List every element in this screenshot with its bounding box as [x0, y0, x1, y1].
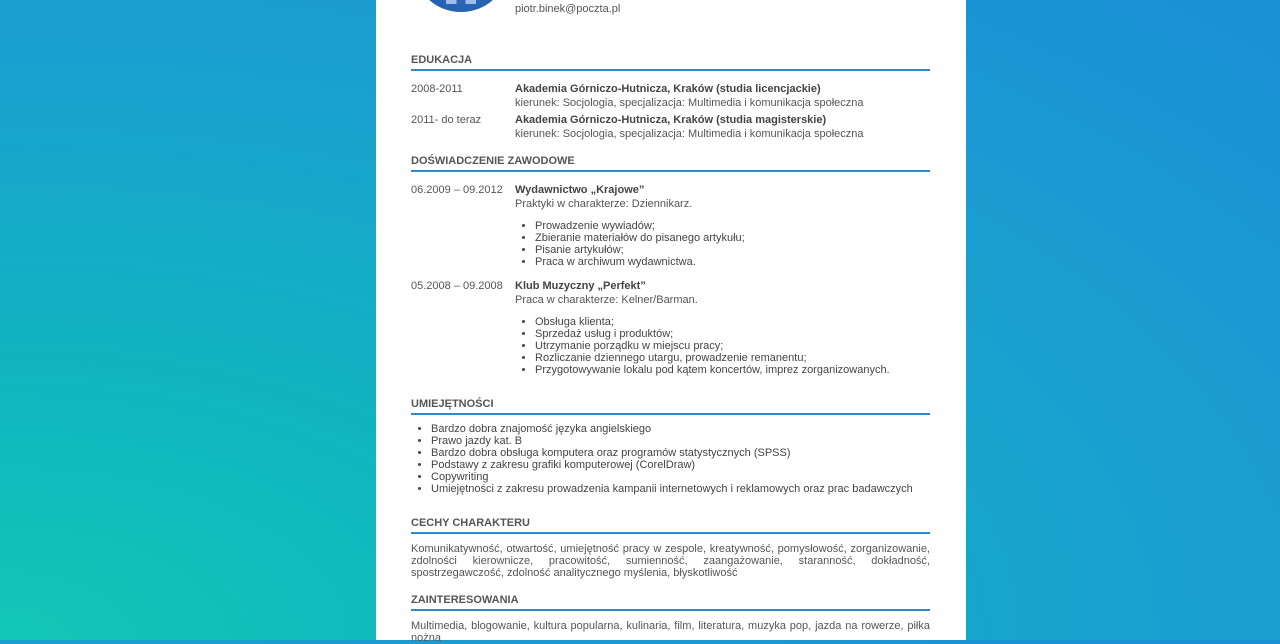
education-date: 2011- do teraz: [411, 114, 482, 126]
experience-date: 05.2008 – 09.2008: [411, 280, 503, 292]
experience-role: Praca w charakterze: Kelner/Barman.: [515, 294, 698, 306]
list-item: • Obsługa klienta;: [535, 316, 930, 328]
list-item: • Bardzo dobra obsługa komputera oraz programów statystycznych (SPSS): [431, 447, 930, 459]
skills-list-wrap: [411, 423, 930, 495]
education-school: Akademia Górniczo-Hutnicza, Kraków (studia licencjackie): [515, 83, 821, 95]
list-item: • Utrzymanie porządku w miejscu pracy;: [535, 340, 930, 352]
experience-content: [515, 280, 930, 376]
list-item: • Umiejętności z zakresu prowadzenia kampanii internetowych i reklamowych oraz prac badawczych: [431, 483, 930, 495]
education-desc: kierunek: Socjologia, specjalizacja: Multimedia i komunikacja społeczna: [515, 97, 864, 109]
experience-bullets: [515, 220, 930, 268]
education-content: [515, 114, 930, 140]
education-content: [515, 83, 930, 109]
cv-page: [376, 0, 966, 644]
experience-bullets: [515, 316, 930, 376]
list-item: • Zbieranie materiałów do pisanego artykułu;: [535, 232, 930, 244]
experience-date: 06.2009 – 09.2012: [411, 184, 503, 196]
education-date: 2008-2011: [411, 83, 463, 95]
traits-text: Komunikatywność, otwartość, umiejętność pracy w zespole, kreatywność, pomysłowość, zorganizowanie, zdolności kierownicze, pracowitość, sumienność, zaangażowanie, staranność, dokładność, spostrzegawczość, zdolność analitycznego myślenia, błyskotliwość: [411, 543, 930, 579]
experience-content: [515, 184, 930, 268]
skills-list: [411, 423, 930, 495]
education-desc: kierunek: Socjologia, specjalizacja: Multimedia i komunikacja społeczna: [515, 128, 864, 140]
section-title-traits: CECHY CHARAKTERU: [411, 517, 930, 534]
list-item: • Pisanie artykułów;: [535, 244, 930, 256]
interests-text: Multimedia, blogowanie, kultura popularna, kulinaria, film, literatura, muzyka pop, jazda na rowerze, piłka nożna: [411, 620, 930, 644]
section-title-education: EDUKACJA: [411, 54, 930, 71]
list-item: • Podstawy z zakresu grafiki komputerowej (CorelDraw): [431, 459, 930, 471]
experience-company: Wydawnictwo „Krajowe”: [515, 184, 645, 196]
list-item: • Przygotowywanie lokalu pod kątem koncertów, imprez zorganizowanych.: [535, 364, 930, 376]
avatar: [416, 0, 506, 12]
section-title-experience: DOŚWIADCZENIE ZAWODOWE: [411, 155, 930, 172]
list-item: • Bardzo dobra znajomość języka angielskiego: [431, 423, 930, 435]
section-title-skills: UMIEJĘTNOŚCI: [411, 398, 930, 415]
experience-company: Klub Muzyczny „Perfekt”: [515, 280, 646, 292]
education-school: Akademia Górniczo-Hutnicza, Kraków (studia magisterskie): [515, 114, 827, 126]
experience-role: Praktyki w charakterze: Dziennikarz.: [515, 198, 693, 210]
section-title-interests: ZAINTERESOWANIA: [411, 594, 930, 611]
list-item: • Prowadzenie wywiadów;: [535, 220, 930, 232]
list-item: • Prawo jazdy kat. B: [431, 435, 930, 447]
email-text: piotr.binek@poczta.pl: [515, 3, 621, 15]
list-item: • Praca w archiwum wydawnictwa.: [535, 256, 930, 268]
list-item: • Rozliczanie dziennego utargu, prowadzenie remanentu;: [535, 352, 930, 364]
list-item: • Copywriting: [431, 471, 930, 483]
list-item: • Sprzedaż usług i produktów;: [535, 328, 930, 340]
